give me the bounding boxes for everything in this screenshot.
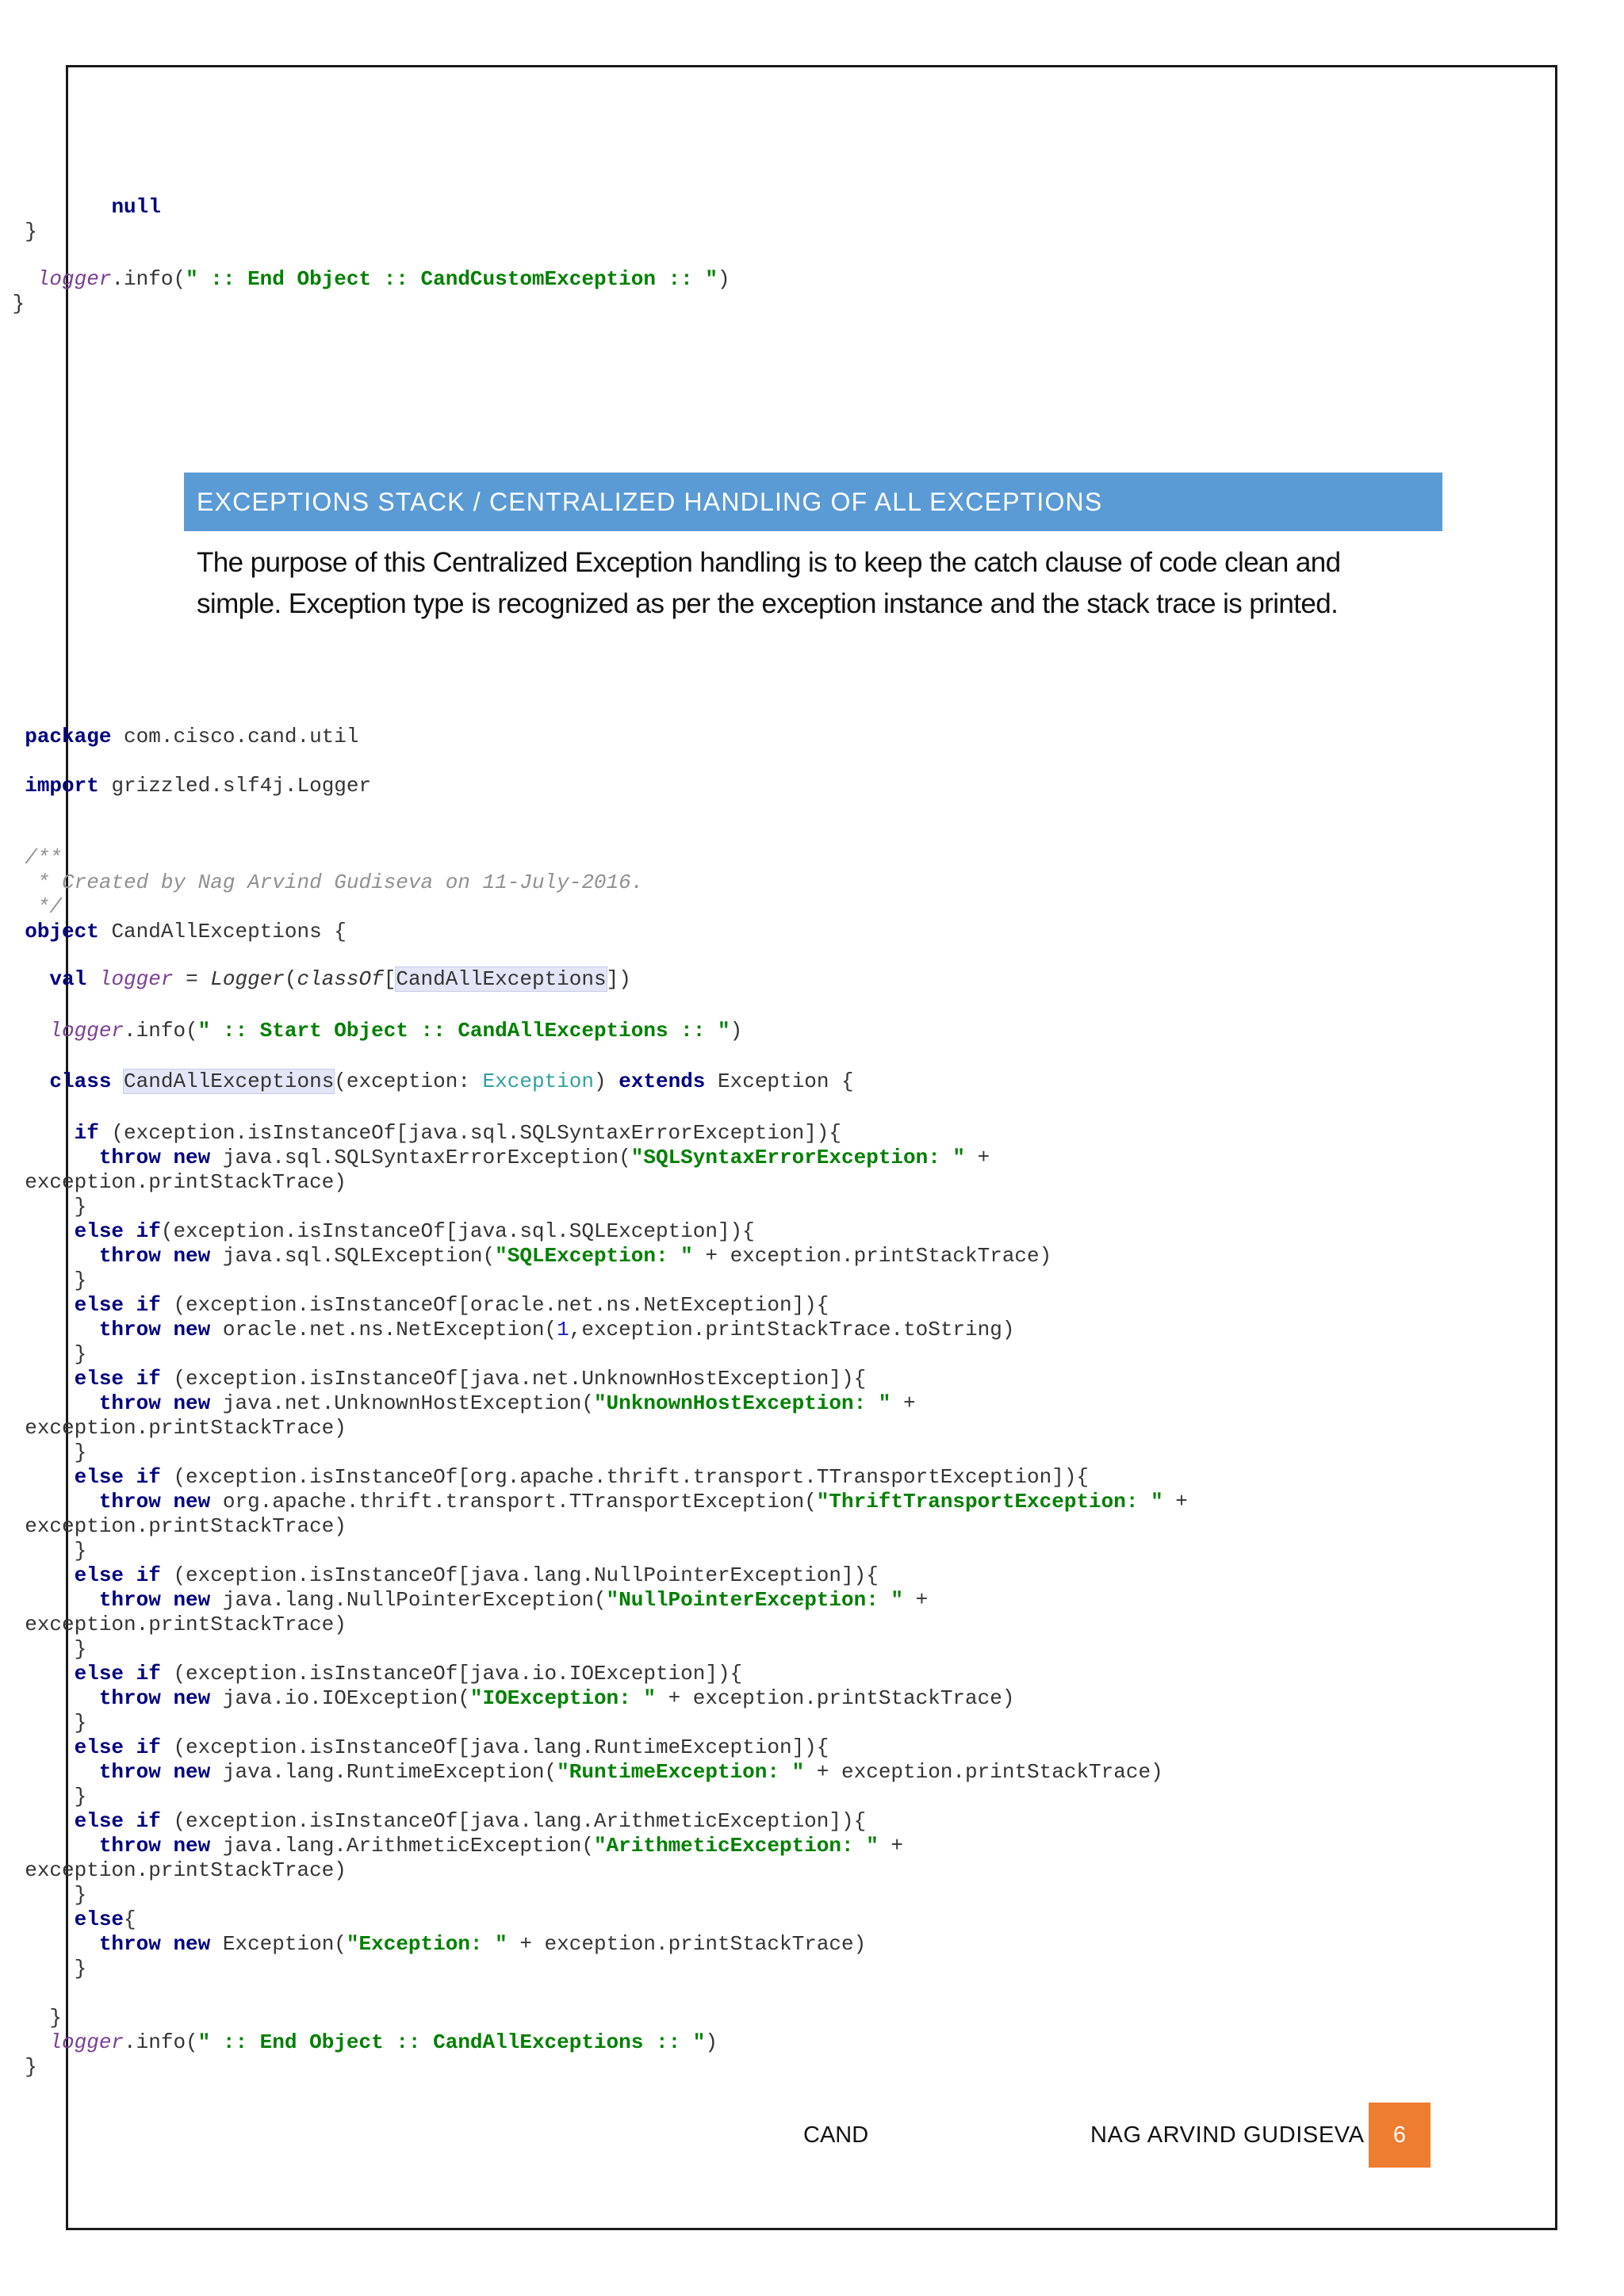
keyword: else if (74, 1367, 161, 1391)
string-literal: "SQLSyntaxErrorException: " (630, 1146, 966, 1169)
code-line (0, 195, 1624, 220)
code-text: oracle.net.ns.NetException( (210, 1318, 557, 1341)
keyword: else if (74, 1809, 161, 1833)
code-text: exception.printStackTrace) (25, 1170, 347, 1194)
code-line (0, 1019, 1624, 1043)
logger-identifier: logger (36, 267, 112, 291)
string-literal: "RuntimeException: " (557, 1760, 805, 1784)
code-text: exception.printStackTrace) (25, 1613, 347, 1636)
code-text: ) (730, 1019, 743, 1043)
code-text: CandAllExceptions { (98, 920, 347, 943)
code-text: } (25, 1637, 87, 1661)
function-name: classOf (297, 967, 384, 991)
string-literal: "ThriftTransportException: " (816, 1490, 1163, 1513)
code-text: java.io.IOException( (210, 1686, 470, 1710)
string-literal: "ArithmeticException: " (593, 1834, 879, 1858)
code-text: } (25, 1957, 87, 1980)
code-line (0, 2055, 1624, 2080)
code-line-spacer (0, 944, 1624, 967)
keyword: package (25, 725, 112, 748)
code-line (0, 1441, 1624, 1465)
code-line (0, 1070, 1624, 1094)
code-line (0, 1490, 1624, 1514)
code-line (0, 1809, 1624, 1834)
code-line (0, 774, 1624, 798)
footer-project-name: CAND (803, 2122, 869, 2148)
code-line (0, 1785, 1624, 1809)
code-line (0, 1637, 1624, 1662)
code-text: exception.printStackTrace) (25, 1416, 347, 1440)
code-text: + (903, 1588, 929, 1612)
code-line-spacer (0, 749, 1624, 774)
code-line (0, 1219, 1624, 1244)
string-literal: "UnknownHostException: " (593, 1391, 891, 1415)
code-line-spacer (0, 244, 1624, 267)
code-text: + exception.printStackTrace) (655, 1686, 1015, 1710)
keyword: null (111, 195, 161, 219)
logger-identifier: logger (49, 1019, 124, 1043)
code-line (0, 267, 1624, 292)
comment: */ (25, 895, 63, 919)
keyword: throw new (98, 1146, 211, 1169)
keyword: else if (74, 1293, 161, 1317)
code-line (0, 1908, 1624, 1932)
keyword: throw new (98, 1391, 211, 1415)
code-line (0, 1539, 1624, 1563)
code-text: } (25, 1883, 87, 1907)
code-line (0, 1735, 1624, 1760)
section-title: EXCEPTIONS STACK / CENTRALIZED HANDLING OF ALL EXCEPTIONS (197, 487, 1103, 516)
page-number: 6 (1392, 2122, 1407, 2148)
code-text: ,exception.printStackTrace.toString) (569, 1318, 1015, 1341)
intro-paragraph (197, 542, 1434, 625)
code-line (0, 895, 1624, 920)
code-line (0, 1416, 1624, 1441)
type-name: Exception (482, 1070, 594, 1093)
code-text: } (25, 1342, 87, 1366)
code-text: java.lang.ArithmeticException( (210, 1834, 594, 1858)
code-line (0, 1563, 1624, 1588)
code-text: + exception.printStackTrace) (507, 1932, 867, 1956)
code-text: java.sql.SQLException( (210, 1244, 496, 1268)
code-text: + exception.printStackTrace) (692, 1244, 1052, 1268)
keyword: throw new (98, 1588, 211, 1612)
code-text: exception.printStackTrace) (25, 1514, 347, 1538)
string-literal: " :: End Object :: CandCustomException :: " (186, 267, 718, 291)
code-text: Exception( (210, 1932, 347, 1956)
code-text: grizzled.slf4j.Logger (98, 774, 372, 798)
code-text: } (0, 220, 37, 243)
code-line (0, 1957, 1624, 1981)
code-block-exceptions (0, 1121, 1624, 2080)
code-text: [ (383, 967, 396, 991)
code-text: } (25, 1269, 87, 1292)
keyword: throw new (98, 1686, 211, 1710)
keyword: throw new (98, 1244, 211, 1268)
keyword: throw new (98, 1490, 211, 1513)
code-text: + (878, 1834, 904, 1858)
code-line (0, 871, 1624, 895)
string-literal: " :: End Object :: CandAllExceptions :: " (197, 2030, 706, 2054)
keyword: else (74, 1908, 124, 1931)
code-line (0, 1662, 1624, 1686)
code-text: .info( (124, 1019, 198, 1043)
code-text: java.lang.RuntimeException( (210, 1760, 557, 1784)
keyword: extends (619, 1070, 706, 1093)
code-line (0, 1613, 1624, 1637)
code-line (0, 292, 1624, 316)
code-block-object (0, 846, 1624, 1094)
code-line (0, 220, 1624, 244)
code-line (0, 1760, 1624, 1785)
code-text: ( (284, 967, 297, 991)
comment: * Created by Nag Arvind Gudiseva on 11-July-2016. (25, 871, 644, 894)
number-literal: 1 (557, 1318, 569, 1341)
code-text: java.sql.SQLSyntaxErrorException( (210, 1146, 631, 1169)
code-line (0, 1514, 1624, 1539)
code-text: .info( (111, 267, 186, 291)
code-line (0, 2030, 1624, 2055)
keyword: throw new (98, 1760, 211, 1784)
keyword: else if (74, 1219, 161, 1243)
code-line (0, 1146, 1624, 1170)
code-text: ) (705, 2030, 718, 2054)
code-text: java.net.UnknownHostException( (210, 1391, 594, 1415)
code-line-spacer (0, 1043, 1624, 1070)
code-line (0, 1195, 1624, 1219)
keyword: else if (74, 1563, 161, 1587)
code-text: (exception.isInstanceOf[org.apache.thrift.transport.TTransportException]){ (160, 1465, 1090, 1489)
code-text: com.cisco.cand.util (111, 725, 359, 748)
code-block-top (0, 195, 1624, 316)
string-literal: "SQLException: " (495, 1244, 693, 1268)
code-line (0, 920, 1624, 944)
keyword: throw new (98, 1834, 211, 1858)
keyword: else if (74, 1662, 161, 1686)
code-line (0, 725, 1624, 749)
string-literal: " :: Start Object :: CandAllExceptions :: " (197, 1019, 730, 1043)
keyword: throw new (98, 1318, 211, 1341)
code-line (0, 1367, 1624, 1391)
code-text: + (965, 1146, 990, 1169)
code-text: (exception.isInstanceOf[java.lang.NullPointerException]){ (160, 1563, 879, 1587)
page-number-badge (1369, 2103, 1431, 2168)
code-text: ) (593, 1070, 619, 1093)
code-line (0, 1932, 1624, 1957)
string-literal: "IOException: " (469, 1686, 656, 1710)
code-line (0, 1588, 1624, 1613)
code-text: + exception.printStackTrace) (804, 1760, 1163, 1784)
code-text: } (25, 1195, 87, 1219)
keyword: throw new (98, 1932, 211, 1956)
code-text: (exception.isInstanceOf[java.io.IOException]){ (160, 1662, 743, 1686)
code-text: } (25, 1441, 87, 1464)
code-block-package (0, 725, 1624, 798)
code-text: (exception.isInstanceOf[oracle.net.ns.NetException]){ (160, 1293, 829, 1317)
section-header-bar (184, 473, 1442, 531)
intro-line: simple. Exception type is recognized as per the exception instance and the stack trace is printed. (197, 588, 1339, 619)
code-text: } (25, 2006, 63, 2030)
code-text: + (891, 1391, 916, 1415)
type-name: Logger (210, 967, 285, 991)
comment: /** (25, 846, 63, 870)
string-literal: "NullPointerException: " (606, 1588, 904, 1612)
code-line (0, 1711, 1624, 1735)
code-text: .info( (124, 2030, 198, 2054)
keyword: else if (74, 1735, 161, 1759)
code-text: ]) (606, 967, 631, 991)
code-line (0, 1269, 1624, 1293)
code-text: (exception: (334, 1070, 483, 1093)
code-line-spacer (0, 1981, 1624, 2006)
code-line (0, 1244, 1624, 1269)
code-line (0, 1465, 1624, 1490)
code-line (0, 1858, 1624, 1883)
code-line (0, 1391, 1624, 1416)
code-text: java.lang.NullPointerException( (210, 1588, 607, 1612)
code-line (0, 967, 1624, 992)
code-text: (exception.isInstanceOf[java.lang.ArithmeticException]){ (160, 1809, 867, 1833)
keyword: import (25, 774, 99, 798)
code-text: = (173, 967, 211, 991)
code-text: + (1162, 1490, 1188, 1513)
code-line (0, 1293, 1624, 1318)
code-line (0, 2006, 1624, 2030)
code-text: (exception.isInstanceOf[java.sql.SQLSyntaxErrorException]){ (98, 1121, 841, 1145)
intro-line: The purpose of this Centralized Exception handling is to keep the catch clause of code clean and (197, 547, 1341, 578)
code-text: } (25, 1711, 87, 1735)
code-line (0, 1318, 1624, 1342)
code-text: Exception { (705, 1070, 854, 1093)
code-text: } (25, 2055, 37, 2079)
code-line (0, 846, 1624, 871)
code-line (0, 1834, 1624, 1858)
code-line-spacer (0, 992, 1624, 1019)
highlighted-identifier: CandAllExceptions (124, 1070, 335, 1093)
code-text: (exception.isInstanceOf[java.lang.RuntimeException]){ (160, 1735, 829, 1759)
keyword: class (49, 1070, 112, 1093)
code-text: (exception.isInstanceOf[java.sql.SQLException]){ (160, 1219, 755, 1243)
code-text: } (25, 1785, 87, 1808)
logger-identifier: logger (49, 2030, 124, 2054)
code-line (0, 1342, 1624, 1367)
keyword: if (74, 1121, 99, 1145)
code-text: { (124, 1908, 136, 1931)
code-line (0, 1170, 1624, 1195)
footer-author-name: NAG ARVIND GUDISEVA (1090, 2122, 1365, 2148)
code-text: } (25, 1539, 87, 1563)
code-text: (exception.isInstanceOf[java.net.UnknownHostException]){ (160, 1367, 867, 1391)
code-line (0, 1883, 1624, 1908)
code-text: } (12, 292, 25, 316)
highlighted-identifier: CandAllExceptions (396, 967, 607, 991)
code-line (0, 1686, 1624, 1711)
code-text: ) (717, 267, 730, 291)
code-line (0, 1121, 1624, 1146)
code-text: exception.printStackTrace) (25, 1858, 347, 1882)
logger-identifier: logger (98, 967, 174, 991)
keyword: val (49, 967, 87, 991)
code-text: org.apache.thrift.transport.TTransportException( (210, 1490, 817, 1513)
keyword: object (25, 920, 99, 943)
string-literal: "Exception: " (346, 1932, 508, 1956)
keyword: else if (74, 1465, 161, 1489)
